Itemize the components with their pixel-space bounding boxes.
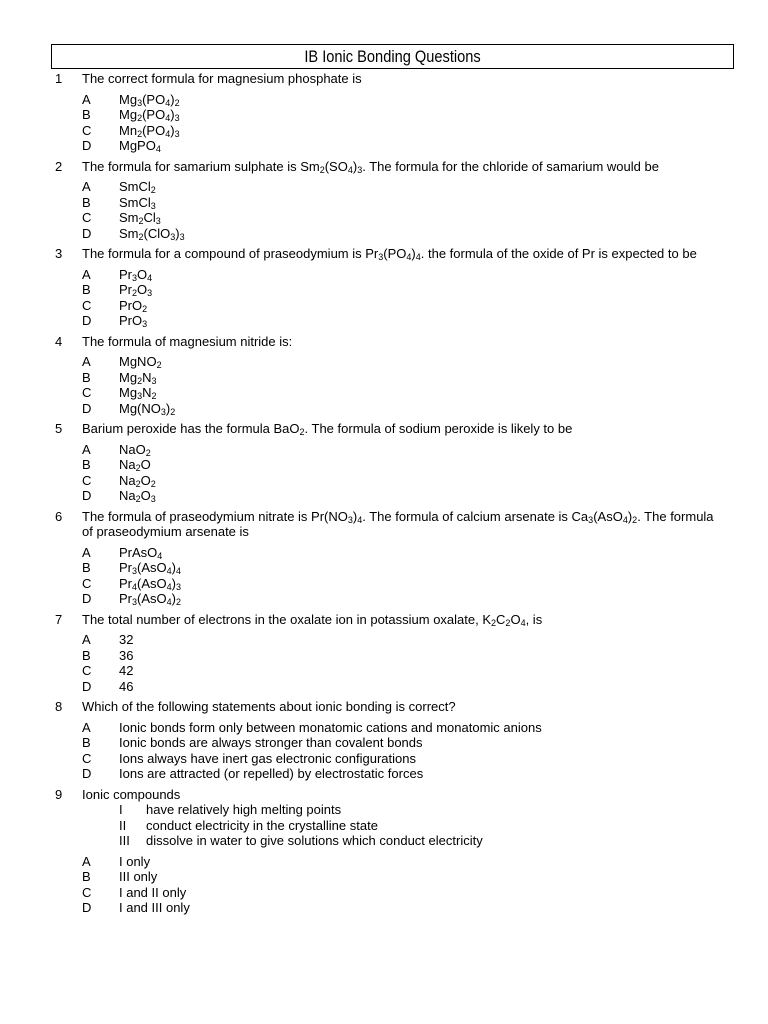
option-text: PrO$_2$ — [119, 297, 148, 314]
question-9 — [0, 787, 768, 921]
answer-options — [0, 354, 768, 416]
answer-option-b — [0, 869, 768, 885]
answer-option-d — [0, 313, 768, 329]
statement-text: conduct electricity in the crystalline state — [146, 817, 378, 833]
option-letter: C — [82, 663, 92, 678]
option-text: $Sm_2(ClO_3)_3$ — [119, 225, 185, 242]
option-text: $Mg_3(PO_4)_2$ — [119, 91, 180, 108]
question-text: The correct formula for magnesium phosphate is — [82, 71, 362, 86]
option-text: $Pr_3(AsO_4)_2$ — [119, 591, 182, 607]
option-letter: A — [82, 853, 91, 869]
answer-option-b — [0, 648, 768, 664]
answer-option-a — [0, 179, 768, 195]
option-text: $Mn_2(PO_4)_3$ — [119, 122, 180, 139]
question-text: The formula of magnesium nitride is: — [82, 333, 293, 349]
option-text: Ionic bonds are always stronger than covalent bonds — [119, 735, 423, 750]
answer-option-c — [0, 663, 768, 679]
option-text: Ionic bonds form only between monatomic cations and monatomic anions — [119, 719, 542, 735]
answer-option-c — [0, 885, 768, 901]
answer-option-d — [0, 488, 768, 504]
answer-option-a — [0, 92, 768, 108]
option-letter: C — [82, 297, 92, 313]
option-letter: B — [82, 869, 91, 884]
answer-options — [0, 179, 768, 241]
option-letter: A — [82, 719, 91, 735]
question-4 — [0, 334, 768, 422]
option-letter: D — [82, 678, 92, 694]
option-letter: B — [82, 457, 91, 472]
answer-option-a — [0, 267, 768, 283]
answer-option-b — [0, 107, 768, 123]
answer-option-b — [0, 195, 768, 211]
option-text: NaO$_2$ — [119, 441, 151, 458]
answer-option-c — [0, 298, 768, 314]
answer-option-b — [0, 457, 768, 473]
answer-option-a — [0, 354, 768, 370]
option-text: I and III only — [119, 900, 190, 915]
question-stem — [0, 787, 722, 803]
option-text: 42 — [119, 663, 134, 678]
option-letter: B — [82, 282, 91, 297]
answer-option-c — [0, 385, 768, 401]
option-text: SmCl$_3$ — [119, 194, 156, 211]
question-number: 5 — [55, 421, 63, 436]
option-letter: B — [82, 369, 91, 385]
answer-option-b — [0, 370, 768, 386]
statement-text: dissolve in water to give solutions which conduct electricity — [146, 833, 483, 848]
answer-option-d — [0, 401, 768, 417]
statement-list — [0, 802, 768, 849]
statement-item — [0, 802, 768, 818]
option-letter: D — [82, 900, 92, 915]
option-letter: D — [82, 225, 92, 241]
option-letter: D — [82, 766, 92, 781]
answer-options — [0, 545, 768, 607]
question-stem — [0, 509, 722, 540]
option-letter: B — [82, 735, 91, 750]
option-text: $Pr_3(AsO_4)_4$ — [119, 560, 182, 576]
answer-options — [0, 854, 768, 916]
statement-numeral: III — [119, 833, 130, 848]
answer-options — [0, 720, 768, 782]
option-text: $Na_2O$ — [119, 457, 151, 473]
question-number: 8 — [55, 699, 63, 714]
option-letter: A — [82, 632, 91, 647]
option-letter: D — [82, 313, 92, 328]
option-text: $Na_2O_3$ — [119, 488, 156, 504]
question-stem — [0, 71, 722, 87]
answer-option-a — [0, 854, 768, 870]
option-text: Ions are attracted (or repelled) by electrostatic forces — [119, 766, 424, 781]
answer-options — [0, 632, 768, 694]
answer-option-d — [0, 679, 768, 695]
answer-option-d — [0, 138, 768, 154]
answer-option-d — [0, 226, 768, 242]
option-text: $Pr_4(AsO_4)_3$ — [119, 575, 182, 592]
statement-text: have relatively high melting points — [146, 802, 342, 817]
option-text: $Na_2O_2$ — [119, 472, 156, 489]
question-text: The total number of electrons in the oxalate ion in potassium oxalate, $K_2C_2O_4$, is — [82, 611, 543, 628]
option-text: $Sm_2Cl_3$ — [119, 210, 161, 226]
page-title: IB Ionic Bonding Questions — [304, 47, 481, 66]
question-2 — [0, 159, 768, 247]
option-letter: D — [82, 400, 92, 416]
answer-option-c — [0, 576, 768, 592]
option-letter: A — [82, 441, 91, 457]
question-stem — [0, 612, 722, 628]
option-text: PrO$_3$ — [119, 313, 148, 329]
option-letter: A — [82, 91, 91, 107]
question-text: The formula for samarium sulphate is $Sm_2(SO_4)_3$. The formula for the chloride of samarium would be — [82, 158, 659, 175]
question-number: 6 — [55, 508, 63, 524]
option-letter: A — [82, 354, 91, 369]
option-letter: C — [82, 884, 92, 900]
option-letter: D — [82, 138, 92, 153]
option-letter: C — [82, 122, 92, 138]
answer-option-c — [0, 210, 768, 226]
question-number: 7 — [55, 611, 63, 627]
option-letter: B — [82, 194, 91, 210]
option-letter: B — [82, 107, 91, 122]
answer-option-b — [0, 560, 768, 576]
answer-option-c — [0, 751, 768, 767]
question-number: 9 — [55, 786, 63, 802]
option-text: PrAsO$_4$ — [119, 544, 163, 561]
option-text: $Pr_3O_4$ — [119, 266, 153, 283]
question-number: 2 — [55, 158, 63, 174]
question-number: 3 — [55, 246, 63, 261]
option-letter: C — [82, 210, 92, 225]
answer-option-b — [0, 735, 768, 751]
option-text: $Mg_3N_2$ — [119, 385, 157, 401]
question-stem — [0, 699, 722, 715]
answer-option-a — [0, 632, 768, 648]
option-text: I only — [119, 853, 151, 869]
answer-option-c — [0, 123, 768, 139]
option-letter: D — [82, 591, 92, 606]
question-7 — [0, 612, 768, 700]
option-letter: C — [82, 472, 92, 488]
answer-option-a — [0, 545, 768, 561]
option-text: $Mg_2(PO_4)_3$ — [119, 107, 180, 123]
option-text: SmCl$_2$ — [119, 179, 156, 195]
answer-options — [0, 92, 768, 154]
option-text: $Pr_2O_3$ — [119, 282, 153, 298]
question-text: Which of the following statements about ionic bonding is correct? — [82, 699, 456, 714]
answer-option-c — [0, 473, 768, 489]
answer-option-a — [0, 442, 768, 458]
option-letter: B — [82, 647, 91, 663]
option-text: 32 — [119, 632, 134, 647]
question-stem — [0, 159, 722, 175]
question-text: The formula of praseodymium nitrate is $Pr(NO_3)_4$. The formula of calcium arsenate is $Ca_3(AsO_4)_2$. The formula of praseodymium arsenate is — [82, 508, 714, 539]
statement-item — [0, 818, 768, 834]
statement-numeral: II — [119, 817, 127, 833]
option-letter: A — [82, 544, 91, 560]
option-letter: D — [82, 488, 92, 503]
option-letter: C — [82, 575, 92, 591]
question-text: The formula for a compound of praseodymium is $Pr_3(PO_4)_4$. the formula of the oxide of Pr is expected to be — [82, 246, 697, 262]
statement-numeral: I — [119, 802, 123, 817]
question-stem — [0, 421, 722, 437]
option-text: $Mg_2N_3$ — [119, 369, 157, 386]
option-letter: C — [82, 385, 92, 400]
question-list — [0, 71, 768, 921]
option-letter: B — [82, 560, 91, 575]
answer-option-d — [0, 591, 768, 607]
option-text: 36 — [119, 647, 134, 663]
option-text: Ions always have inert gas electronic configurations — [119, 750, 416, 766]
answer-options — [0, 442, 768, 504]
answer-option-a — [0, 720, 768, 736]
answer-option-d — [0, 766, 768, 782]
answer-options — [0, 267, 768, 329]
question-3 — [0, 246, 768, 334]
answer-option-b — [0, 282, 768, 298]
option-text: $Mg(NO_3)_2$ — [119, 400, 176, 417]
question-text: Ionic compounds — [82, 786, 181, 802]
question-text: Barium peroxide has the formula BaO$_2$. The formula of sodium peroxide is likely to be — [82, 421, 573, 437]
option-text: III only — [119, 869, 158, 884]
option-text: MgPO$_4$ — [119, 138, 161, 154]
question-number: 4 — [55, 333, 63, 349]
question-6 — [0, 509, 768, 612]
page-title-box — [51, 44, 734, 69]
question-5 — [0, 421, 768, 509]
question-1 — [0, 71, 768, 159]
question-8 — [0, 699, 768, 787]
option-letter: A — [82, 266, 91, 282]
answer-option-d — [0, 900, 768, 916]
question-number: 1 — [55, 71, 63, 86]
option-letter: A — [82, 179, 91, 194]
question-spacer — [0, 916, 768, 921]
option-text: MgNO$_2$ — [119, 354, 162, 370]
statement-item — [0, 833, 768, 849]
option-text: I and II only — [119, 884, 187, 900]
option-letter: C — [82, 750, 92, 766]
question-stem — [0, 334, 722, 350]
option-text: 46 — [119, 678, 134, 694]
question-stem — [0, 246, 722, 262]
